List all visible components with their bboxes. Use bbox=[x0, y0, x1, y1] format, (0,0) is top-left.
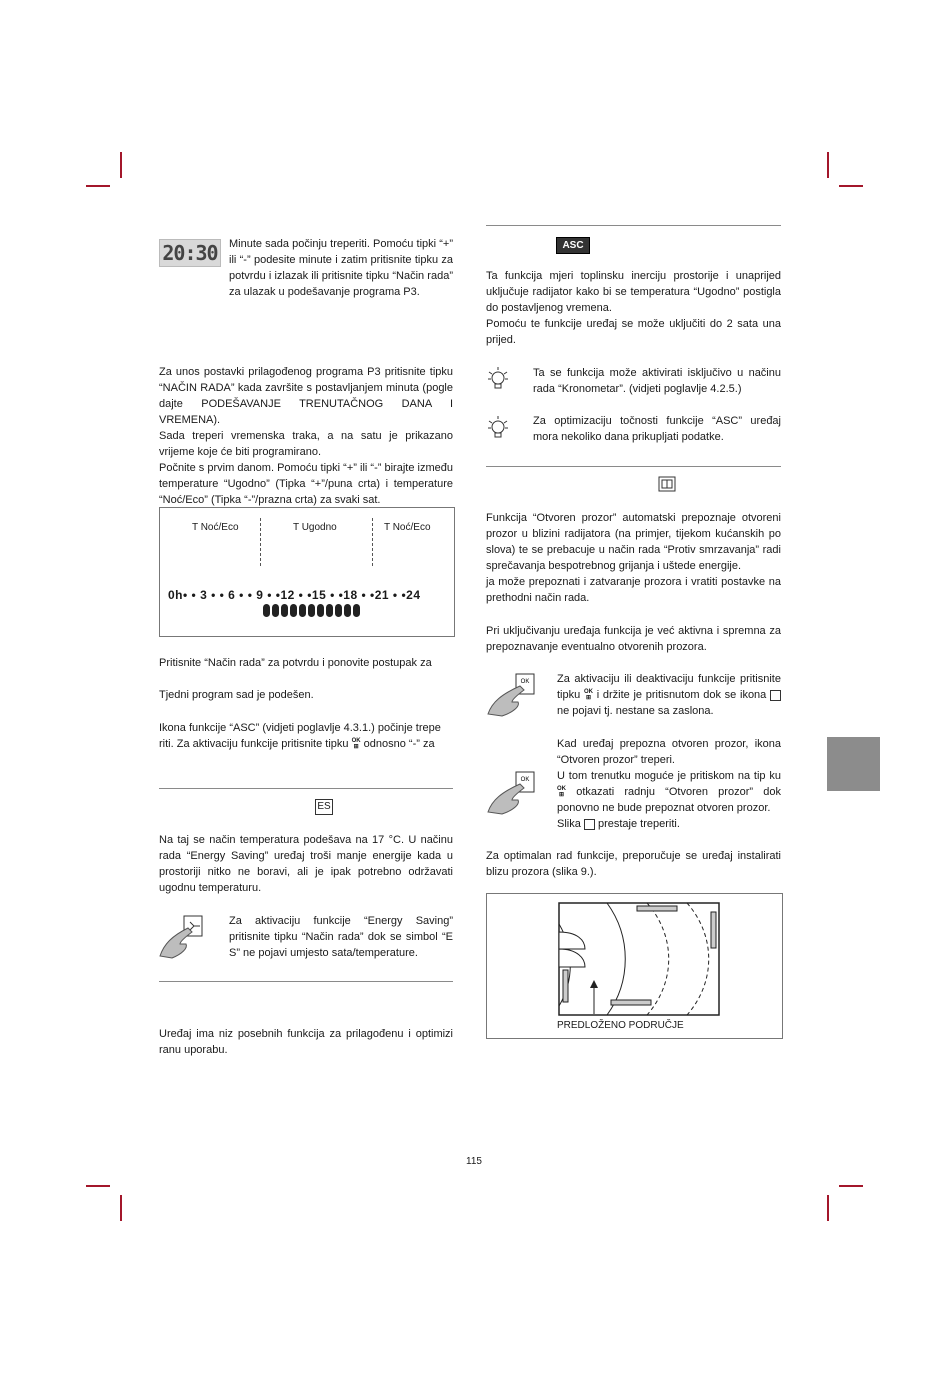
room-plan-diagram bbox=[487, 894, 782, 1038]
paragraph-p3-setup: Za unos postavki prilagođenog programa P3 pritisnite tipku “NAČIN RADA” kada završite s postavljanjem minuta (pogle dajte PODEŠAVANJE TRENUTAČNOG DANA I VREMENA). Sada treperi vremenska traka, a na satu je prikazano vrijeme koje će biti programirano. Počnite s prvim danom. Pomoću tipki “+” ili “-” birajte između temperature “Ugodno” (Tipka “+”/puna crta) i temperature “Noć/Eco” (Tipka “-”/prazna crta) za svaki sat. bbox=[159, 366, 453, 506]
asc-icon: ASC bbox=[556, 237, 590, 254]
comfort-bar-segment bbox=[290, 604, 297, 617]
comfort-bar-segment bbox=[308, 604, 315, 617]
paragraph-confirm: Pritisnite “Način rada” za potvrdu i ponovite postupak za bbox=[159, 657, 432, 669]
room-figure bbox=[486, 893, 783, 1039]
ok-key-icon: OK ⊞ bbox=[351, 738, 361, 751]
comfort-bar-segment bbox=[299, 604, 306, 617]
section-divider bbox=[159, 788, 453, 789]
crop-mark bbox=[86, 1185, 110, 1187]
ok-key-icon: OK ⊞ bbox=[557, 786, 566, 799]
chapter-tab bbox=[827, 737, 880, 791]
paragraph-minutes: Minute sada počinju treperiti. Pomoću tipki “+” ili “-” podesite minute i zatim pritisnite tipku za potvrdu i izlazak ili pritisnite tipku “Način rada” za ulazak u podešavanje programa P3. bbox=[229, 238, 453, 298]
paragraph-open-window-active: Pri uključivanju uređaja funkcija je već aktivna i spremna za prepoznavanje eventualno otvorenih prozora. bbox=[486, 625, 781, 653]
paragraph-weekly-set: Tjedni program sad je podešen. bbox=[159, 689, 314, 701]
hand-press-ok-icon bbox=[486, 672, 536, 718]
comfort-bar-segment bbox=[353, 604, 360, 617]
svg-text:OK: OK bbox=[520, 679, 530, 685]
crop-mark bbox=[827, 1195, 829, 1221]
lightbulb-tip-icon bbox=[487, 366, 509, 394]
svg-text:OK: OK bbox=[520, 777, 530, 783]
paragraph-asc: Ta funkcija mjeri toplinsku inerciju prostorije i unaprijed uključuje radijator kako bi se temperatura “Ugodno” postigla do postavljenog vremena. Pomoću te funkcije uređaj se može uključiti do 2 sata una prijed. bbox=[486, 270, 781, 346]
comfort-bar-segment bbox=[335, 604, 342, 617]
open-window-icon bbox=[584, 819, 595, 830]
ok-key-icon: OK ⊞ bbox=[583, 689, 593, 702]
paragraph-open-window-detected: Kad uređaj prepozna otvoren prozor, ikona “Otvoren prozor” treperi. U tom trenutku moguće je pritiskom na tip ku OK ⊞ otkazati radnju “Otvoren prozor” dok ponovno ne bude prepoznat otvoren prozor. Slika prestaje treperiti. bbox=[557, 738, 781, 830]
section-divider bbox=[159, 981, 453, 982]
comfort-bar-segment bbox=[326, 604, 333, 617]
open-window-icon bbox=[658, 476, 676, 492]
crop-mark bbox=[839, 1185, 863, 1187]
paragraph-install-near-window: Za optimalan rad funkcije, preporučuje se uređaj instalirati blizu prozora (slika 9.). bbox=[486, 850, 781, 878]
label-comfort: T Ugodno bbox=[293, 522, 337, 533]
time-bar-diagram bbox=[159, 507, 455, 637]
label-night-eco-left: T Noć/Eco bbox=[192, 522, 239, 533]
crop-mark bbox=[86, 185, 110, 187]
paragraph-open-window-toggle: Za aktivaciju ili deaktivaciju funkcije pritisnite tipku OK ⊞ i držite je pritisnutom dok se ikona ne pojavi tj. nestane sa zaslona. bbox=[557, 673, 781, 717]
comfort-bar-segment bbox=[344, 604, 351, 617]
label-night-eco-right: T Noć/Eco bbox=[384, 522, 431, 533]
paragraph-asc-icon: Ikona funkcije “ASC” (vidjeti poglavlje 4.3.1.) počinje trepe riti. Za aktivaciju funkcije pritisnite tipku OK ⊞ odnosno “-” za bbox=[159, 722, 441, 751]
crop-mark bbox=[827, 152, 829, 178]
hand-press-icon bbox=[158, 914, 204, 960]
crop-mark bbox=[120, 152, 122, 178]
paragraph-energy-saving: Na taj se način temperatura podešava na 17 °C. U načinu rada “Energy Saving” uređaj troši manje energije kada u prostoriji nitko ne boravi, ali je ipak potrebno održavati ugodnu temperaturu. bbox=[159, 834, 453, 894]
comfort-bar-segment bbox=[272, 604, 279, 617]
es-icon: ES bbox=[315, 799, 333, 815]
comfort-bar-segment bbox=[263, 604, 270, 617]
paragraph-special-functions: Uređaj ima niz posebnih funkcija za prilagođenu i optimizi ranu uporabu. bbox=[159, 1028, 453, 1056]
section-divider bbox=[486, 225, 781, 226]
hand-press-ok-icon bbox=[486, 770, 536, 816]
lightbulb-tip-icon bbox=[487, 415, 509, 443]
section-divider bbox=[486, 466, 781, 467]
lcd-time-display: 20:30 bbox=[159, 239, 221, 267]
comfort-bar-segment bbox=[281, 604, 288, 617]
open-window-icon bbox=[770, 690, 781, 701]
tip-asc-data: Za optimizaciju točnosti funkcije “ASC” uređaj mora nekoliko dana prikupljati podatke. bbox=[533, 415, 781, 443]
paragraph-energy-saving-activate: Za aktivaciju funkcije “Energy Saving” pritisnite tipku “Način rada” dok se simbol “E S” ne pojavi umjesto sata/temperature. bbox=[229, 915, 453, 959]
tip-chronometer: Ta se funkcija može aktivirati isključivo u načinu rada “Kronometar”. (vidjeti poglavlje 4.2.5.) bbox=[533, 367, 781, 395]
paragraph-open-window: Funkcija “Otvoren prozor” automatski prepoznaje otvoreni prozor u blizini radijatora (na primjer, tijekom kućanskih po slova) te se prebacuje u način rada “Protiv smrzavanja” radi sprečavanja bespotrebnog grijanja i uštede energije. ja može prepoznati i zatvaranje prozora i vratiti postavke na prethodni način rada. bbox=[486, 512, 781, 604]
figure-caption: PREDLOŽENO PODRUČJE bbox=[557, 1020, 684, 1031]
crop-mark bbox=[839, 185, 863, 187]
comfort-bar-segment bbox=[317, 604, 324, 617]
crop-mark bbox=[120, 1195, 122, 1221]
page-number: 115 bbox=[466, 1156, 482, 1167]
comfort-bar-segments bbox=[263, 604, 362, 618]
hour-axis: 0h• • 3 • • 6 • • 9 • •12 • •15 • •18 • •21 • •24 bbox=[168, 588, 421, 602]
